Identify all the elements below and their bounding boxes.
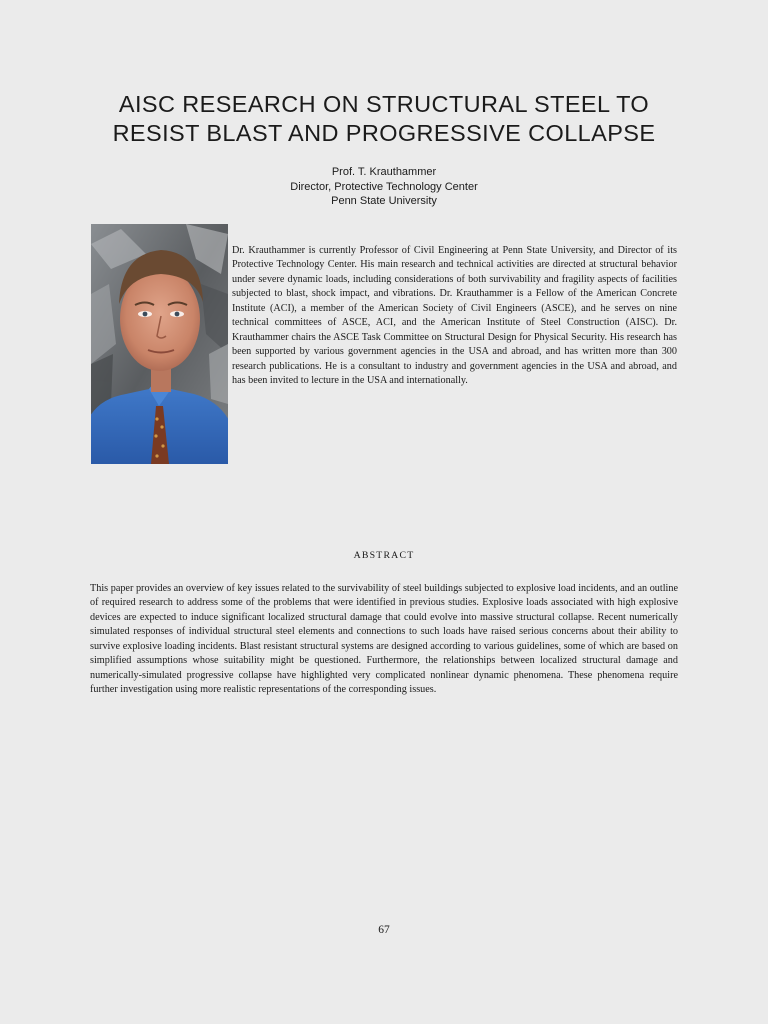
abstract-text: This paper provides an overview of key issues related to the survivability of steel buildings subjected to explosive load incidents, and an outline of required research to address some of the problems that were identified in previous studies. Explosive loads associated with high explosive devices are expected to induce significant localized structural damage that could evolve into massive structural collapse. Recent numerically simulated responses of individual structural steel elements and connections to such loads have raised serious concerns about their ability to survive explosive loading incidents. Blast resistant structural systems are designed according to various guidelines, some of which are based on simplified assumptions whose suitability might be questioned. Furthermore, the relationships between localized structural damage and numerically-simulated progressive collapse have highlighted very complicated nonlinear dynamic phenomena. These phenomena require further investigation using more realistic representations of the corresponding issues. — [90, 583, 678, 696]
author-affiliation: Penn State University — [331, 195, 437, 207]
author-portrait-photo — [91, 224, 228, 464]
author-position: Director, Protective Technology Center — [290, 180, 478, 193]
author-name: Prof. T. Krauthammer — [331, 166, 437, 178]
paper-title-line-2: RESIST BLAST AND PROGRESSIVE COLLAPSE — [112, 120, 656, 146]
paper-title-line-1: AISC RESEARCH ON STRUCTURAL STEEL TO — [118, 91, 650, 117]
page-number: 67 — [378, 924, 390, 936]
paper-title — [0, 90, 768, 148]
abstract-heading: ABSTRACT — [353, 550, 415, 561]
author-block — [0, 165, 768, 209]
author-biography: Dr. Krauthammer is currently Professor of Civil Engineering at Penn State University, and Director of its Protective Technology Center. His main research and technical activities are directed at structural behavior under severe dynamic loads, including considerations of both survivability and fragility aspects of facilities subjected to blast, shock impact, and vibrations. Dr. Krauthammer is a Fellow of the American Concrete Institute (ACI), a member of the American Society of Civil Engineers (ASCE), and he serves on nine technical committees of ASCE, ACI, and the American Institute of Steel Construction (AISC). Dr. Krauthammer chairs the ASCE Task Committee on Structural Design for Physical Security. His research has been supported by various government agencies in the USA and abroad, and has written more than 300 research publications. He is a consultant to industry and government agencies in the USA and abroad, and has been invited to lecture in the USA and internationally. — [232, 245, 677, 387]
